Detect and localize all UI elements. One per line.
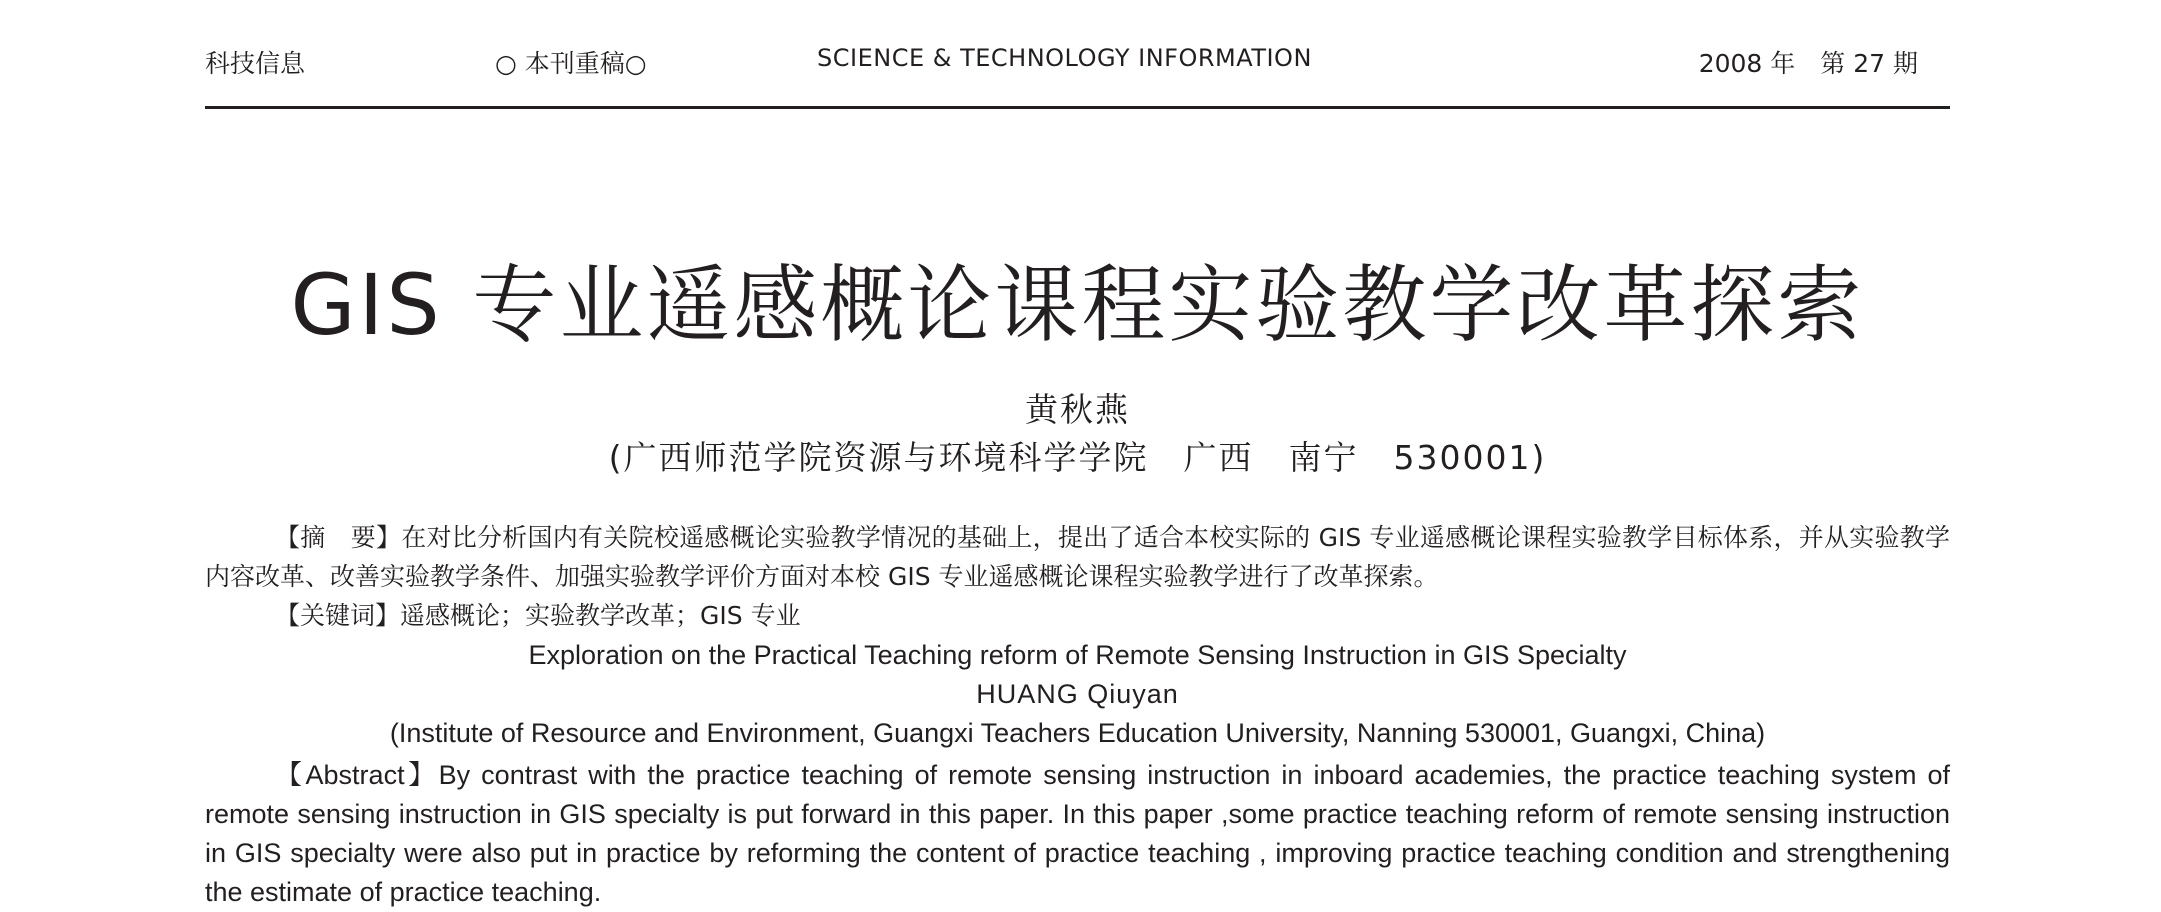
issue-info: 2008 年 第 27 期	[1698, 49, 1918, 78]
reprint-note: ○ 本刊重稿○	[495, 49, 647, 78]
keywords-label: 【关键词】	[275, 601, 401, 630]
english-abstract	[205, 756, 1950, 912]
journal-english-name: SCIENCE & TECHNOLOGY INFORMATION	[817, 44, 1312, 72]
english-author: HUANG Qiuyan	[976, 679, 1179, 709]
english-title: Exploration on the Practical Teaching reform of Remote Sensing Instruction in GIS Specialty	[528, 640, 1627, 670]
header-rule	[205, 106, 1950, 109]
english-abstract-text: By contrast with the practice teaching of remote sensing instruction in inboard academies, the practice teaching system of remote sensing instruction in GIS specialty is put forward in this paper. In this paper ,some practice teaching reform of remote sensing instruction in GIS specialty were also put in practice by reforming the content of practice teaching , improving practice teaching condition and strengthening the estimate of practice teaching.	[205, 760, 1950, 907]
author-name: 黄秋燕	[1025, 390, 1130, 429]
author-affiliation: (广西师范学院资源与环境科学学院 广西 南宁 530001)	[608, 438, 1547, 477]
abstract-label: 【摘 要】	[275, 523, 402, 552]
paper-page	[205, 0, 1950, 907]
chinese-abstract-block	[205, 518, 1950, 635]
running-header	[205, 44, 1950, 84]
chinese-keywords	[205, 596, 1950, 635]
journal-name: 科技信息	[205, 49, 306, 78]
abstract-text: 在对比分析国内有关院校遥感概论实验教学情况的基础上，提出了适合本校实际的 GIS 专业遥感概论课程实验教学目标体系，并从实验教学内容改革、改善实验教学条件、加强实验教学评价方面对本校 GIS 专业遥感概论课程实验教学进行了改革探索。	[205, 523, 1950, 591]
chinese-abstract	[205, 518, 1950, 596]
keywords-text: 遥感概论；实验教学改革；GIS 专业	[400, 601, 801, 630]
paper-title: GIS 专业遥感概论课程实验教学改革探索	[290, 256, 1865, 354]
english-affiliation: (Institute of Resource and Environment, Guangxi Teachers Education University, Nanning 530001, Guangxi, China)	[389, 718, 1766, 748]
english-abstract-label: 【Abstract】	[275, 760, 439, 790]
